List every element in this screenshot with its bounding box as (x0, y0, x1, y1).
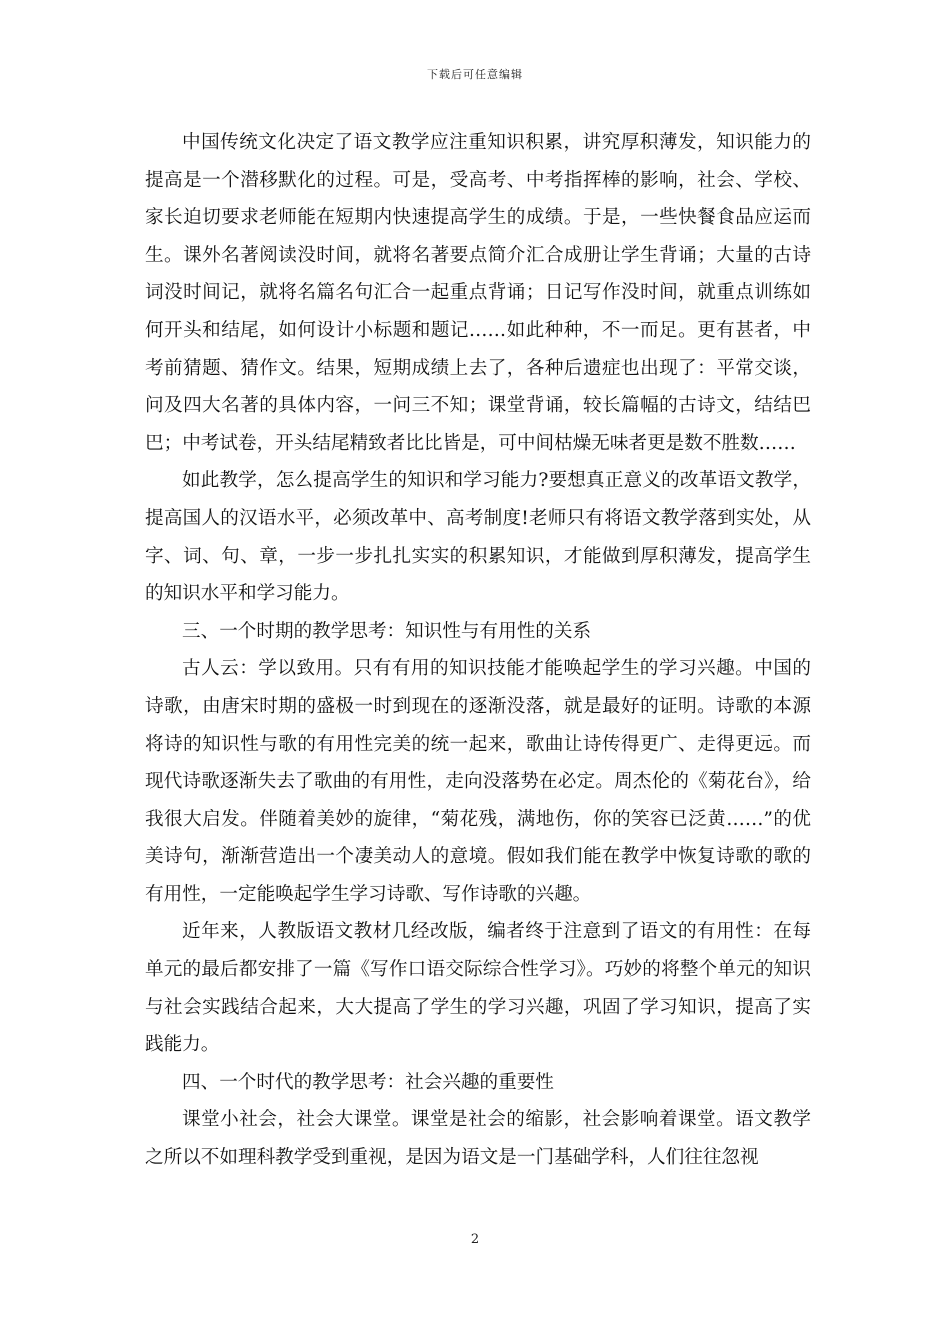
paragraph: 古人云：学以致用。只有有用的知识技能才能唤起学生的学习兴趣。中国的诗歌，由唐宋时期的盛极一时到现在的逐渐没落，就是最好的证明。诗歌的本源将诗的知识性与歌的有用性完美的统一起来，歌曲让诗传得更广、走得更远。而现代诗歌逐渐失去了歌曲的有用性，走向没落势在必定。周杰伦的《菊花台》，给我很大启发。伴随着美妙的旋律，“菊花残，满地伤，你的笑容已泛黄……”的优美诗句，渐渐营造出一个凄美动人的意境。假如我们能在教学中恢复诗歌的歌的有用性，一定能唤起学生学习诗歌、写作诗歌的兴趣。 (145, 658, 811, 905)
body-text (145, 124, 811, 1177)
page-header: 下载后可任意编辑 (427, 68, 523, 81)
section-heading: 三、一个时期的教学思考：知识性与有用性的关系 (182, 620, 592, 642)
section-heading: 四、一个时代的教学思考：社会兴趣的重要性 (182, 1071, 554, 1093)
page-number: 2 (470, 1232, 480, 1247)
paragraph: 近年来，人教版语文教材几经改版，编者终于注意到了语文的有用性：在每单元的最后都安排了一篇《写作口语交际综合性学习》。巧妙的将整个单元的知识与社会实践结合起来，大大提高了学生的学习兴趣，巩固了学习知识，提高了实践能力。 (145, 921, 811, 1056)
paragraph: 中国传统文化决定了语文教学应注重知识积累，讲究厚积薄发，知识能力的提高是一个潜移默化的过程。可是，受高考、中考指挥棒的影响，社会、学校、家长迫切要求老师能在短期内快速提高学生的成绩。于是，一些快餐食品应运而生。课外名著阅读没时间，就将名著要点简介汇合成册让学生背诵；大量的古诗词没时间记，就将名篇名句汇合一起重点背诵；日记写作没时间，就重点训练如何开头和结尾，如何设计小标题和题记……如此种种，不一而足。更有甚者，中考前猜题、猜作文。结果，短期成绩上去了，各种后遗症也出现了：平常交谈，问及四大名著的具体内容，一问三不知；课堂背诵，较长篇幅的古诗文，结结巴巴；中考试卷，开头结尾精致者比比皆是，可中间枯燥无味者更是数不胜数…… (145, 132, 811, 454)
paragraph: 如此教学，怎么提高学生的知识和学习能力?要想真正意义的改革语文教学，提高国人的汉语水平，必须改革中、高考制度!老师只有将语文教学落到实处，从字、词、句、章，一步一步扎扎实实的积累知识，才能做到厚积薄发，提高学生的知识水平和学习能力。 (145, 470, 811, 605)
paragraph: 课堂小社会，社会大课堂。课堂是社会的缩影，社会影响着课堂。语文教学之所以不如理科教学受到重视，是因为语文是一门基础学科，人们往往忽视 (145, 1109, 811, 1169)
